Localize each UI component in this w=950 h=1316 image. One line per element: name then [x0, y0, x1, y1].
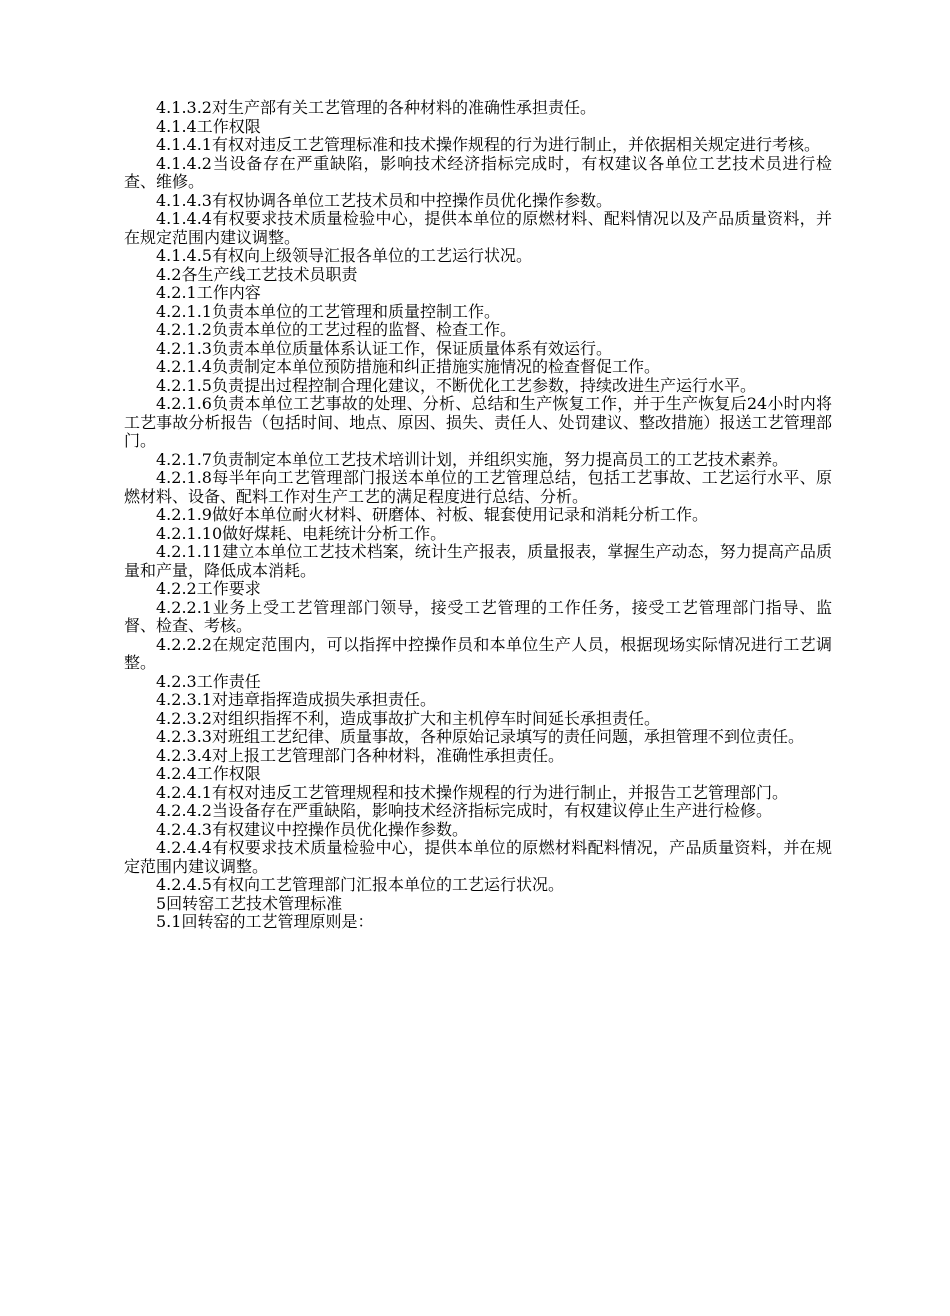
paragraph: 4.1.4.4有权要求技术质量检验中心，提供本单位的原燃材料、配料情况以及产品质量资料，并在规定范围内建议调整。: [124, 209, 832, 247]
paragraph: 4.2.1.11建立本单位工艺技术档案，统计生产报表，质量报表，掌握生产动态，努力提高产品质量和产量，降低成本消耗。: [124, 542, 832, 580]
section-heading: 4.2.3工作责任: [156, 671, 261, 691]
paragraph: 4.2.1.5负责提出过程控制合理化建议，不断优化工艺参数，持续改进生产运行水平。: [156, 375, 756, 395]
paragraph: 4.2.2.2在规定范围内，可以指挥中控操作员和本单位生产人员，根据现场实际情况进行工艺调整。: [124, 634, 832, 672]
paragraph: 4.1.4.1有权对违反工艺管理标准和技术操作规程的行为进行制止，并依据相关规定进行考核。: [156, 135, 820, 154]
paragraph: 4.2.1.10做好煤耗、电耗统计分析工作。: [156, 523, 447, 543]
section-heading: 4.2.4工作权限: [156, 764, 261, 783]
paragraph: 4.2.1.4负责制定本单位预防措施和纠正措施实施情况的检查督促工作。: [156, 357, 660, 376]
paragraph: 4.2.4.1有权对违反工艺管理规程和技术操作规程的行为进行制止，并报告工艺管理部门。: [156, 782, 788, 802]
paragraph: 4.2.4.2当设备存在严重缺陷，影响技术经济指标完成时，有权建议停止生产进行检修。: [156, 801, 772, 820]
paragraph: 4.2.1.8每半年向工艺管理部门报送本单位的工艺管理总结，包括工艺事故、工艺运行水平、原燃材料、设备、配料工作对生产工艺的满足程度进行总结、分析。: [124, 468, 832, 506]
paragraph: 4.2.3.1对违章指挥造成损失承担责任。: [156, 690, 436, 709]
paragraph: 4.2.1.9做好本单位耐火材料、研磨体、衬板、辊套使用记录和消耗分析工作。: [156, 505, 708, 524]
paragraph: 4.2.4.4有权要求技术质量检验中心，提供本单位的原燃材料配料情况，产品质量资料，并在规定范围内建议调整。: [124, 838, 832, 876]
paragraph: 4.2.4.3有权建议中控操作员优化操作参数。: [156, 819, 468, 839]
section-heading: 4.1.4工作权限: [156, 116, 261, 136]
paragraph: 4.2.3.3对班组工艺纪律、质量事故，各种原始记录填写的责任问题，承担管理不到位责任。: [156, 727, 804, 746]
paragraph: 4.1.4.5有权向上级领导汇报各单位的工艺运行状况。: [156, 246, 532, 265]
section-heading: 4.2.2工作要求: [156, 579, 261, 598]
paragraph: 4.2.1.3负责本单位质量体系认证工作，保证质量体系有效运行。: [156, 338, 612, 358]
section-heading: 5.1回转窑的工艺管理原则是：: [156, 912, 374, 931]
paragraph: 4.2.1.6负责本单位工艺事故的处理、分析、总结和生产恢复工作，并于生产恢复后24小时内将工艺事故分析报告（包括时间、地点、原因、损失、责任人、处罚建议、整改措施）报送工艺管理部门。: [124, 394, 832, 450]
paragraph: 4.2.3.2对组织指挥不利，造成事故扩大和主机停车时间延长承担责任。: [156, 708, 660, 728]
chapter-heading: 5回转窑工艺技术管理标准: [156, 893, 343, 913]
section-heading: 4.2.1工作内容: [156, 283, 261, 302]
paragraph: 4.1.3.2对生产部有关工艺管理的各种材料的准确性承担责任。: [156, 98, 596, 117]
paragraph: 4.1.4.2当设备存在严重缺陷，影响技术经济指标完成时，有权建议各单位工艺技术员进行检查、维修。: [124, 153, 832, 191]
paragraph: 4.2.2.1业务上受工艺管理部门领导，接受工艺管理的工作任务，接受工艺管理部门指导、监督、检查、考核。: [124, 597, 832, 635]
paragraph: 4.2.1.1负责本单位的工艺管理和质量控制工作。: [156, 301, 500, 321]
paragraph: 4.2.3.4对上报工艺管理部门各种材料，准确性承担责任。: [156, 745, 564, 765]
document-body: [124, 99, 832, 932]
paragraph: 4.2.1.2负责本单位的工艺过程的监督、检查工作。: [156, 320, 516, 339]
paragraph: 4.2.4.5有权向工艺管理部门汇报本单位的工艺运行状况。: [156, 875, 564, 894]
section-heading: 4.2各生产线工艺技术员职责: [156, 264, 358, 284]
paragraph: 4.1.4.3有权协调各单位工艺技术员和中控操作员优化操作参数。: [156, 190, 612, 210]
paragraph: 4.2.1.7负责制定本单位工艺技术培训计划，并组织实施，努力提高员工的工艺技术素养。: [156, 449, 788, 469]
